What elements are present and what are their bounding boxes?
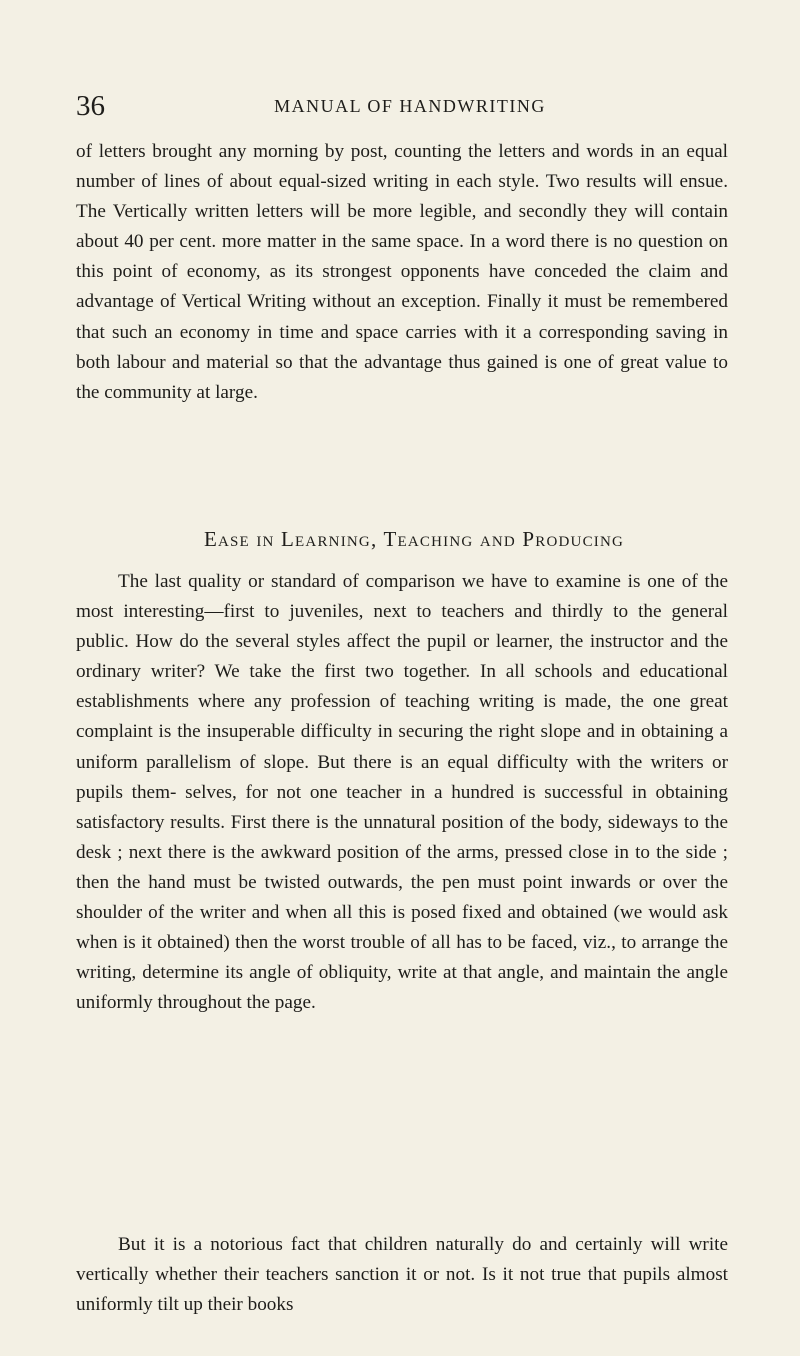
body-paragraph-3 (76, 1230, 728, 1320)
paragraph-text: The last quality or standard of comparison we have to examine is one of the most interesting—first to juveniles, next to teachers and thirdly to the general public. How do the several styles affect the pupil or learner, the instructor and the ordinary writer? We take the first two together. In all schools and educational establishments where any profession of teaching writing is made, the one great complaint is the insuperable difficulty in securing the right slope and in obtaining a uniform parallelism of slope. But there is an equal difficulty with the writers or pupils them- selves, for not one teacher in a hundred is successful in obtaining satisfactory results. First there is the unnatural position of the body, sideways to the desk ; next there is the awkward position of the arms, pressed close in to the side ; then the hand must be twisted outwards, the pen must point inwards or over the shoulder of the writer and when all this is posed fixed and obtained (we would ask when is it obtained) then the worst trouble of all has to be faced, viz., to arrange the writing, determine its angle of obliquity, write at that angle, and maintain the angle uniformly throughout the page. (76, 571, 728, 1014)
paragraph-text: of letters brought any morning by post, counting the letters and words in an equal number of lines of about equal-sized writing in each style. Two results will ensue. The Vertically written letters will be more legible, and secondly they will contain about 40 per cent. more matter in the same space. In a word there is no question on this point of economy, as its strongest opponents have conceded the claim and advantage of Vertical Writing without an exception. Finally it must be remembered that such an economy in time and space carries with it a corresponding saving in both labour and material so that the advantage thus gained is one of great value to the community at large. (76, 141, 728, 403)
body-paragraph-2 (76, 567, 728, 1018)
body-paragraph-1 (76, 137, 728, 408)
section-heading: Ease in Learning, Teaching and Producing (203, 527, 625, 551)
running-title: MANUAL OF HANDWRITING (274, 96, 546, 116)
page-number: 36 (76, 90, 105, 122)
paragraph-text: But it is a notorious fact that children naturally do and certainly will write vertically whether their teachers sanction it or not. Is it not true that pupils almost uniformly tilt up their books (76, 1234, 728, 1316)
running-head (76, 88, 728, 128)
